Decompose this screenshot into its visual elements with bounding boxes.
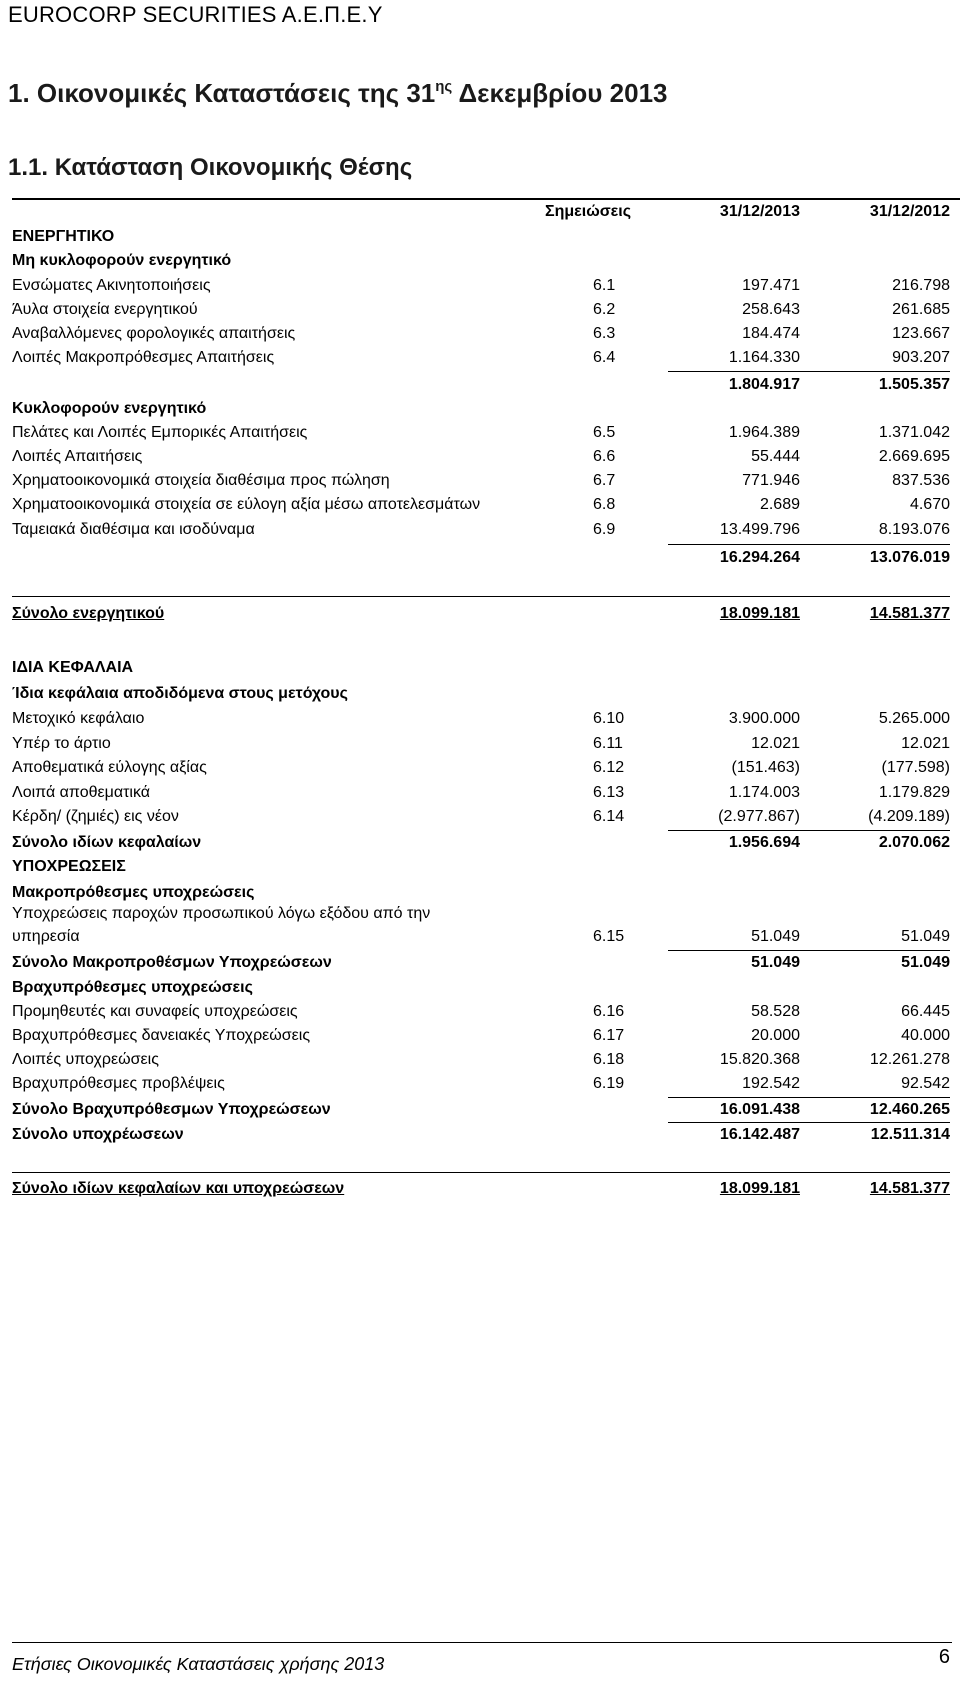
total-rule: [12, 596, 950, 597]
table-row: Μακροπρόθεσμες υποχρεώσεις: [12, 884, 255, 901]
table-row: ΙΔΙΑ ΚΕΦΑΛΑΙΑ: [12, 659, 134, 676]
table-header-row: [12, 200, 960, 224]
table-row: Λοιπές Απαιτήσεις 6.6 55.444 2.669.695: [12, 448, 950, 465]
footer-rule: [12, 1642, 952, 1643]
table-row: Μη κυκλοφορούν ενεργητικό: [12, 252, 232, 269]
table-row: 1.804.917 1.505.357: [728, 376, 950, 393]
table-row: Υποχρεώσεις παροχών προσωπικού λόγω εξόδου από την: [12, 905, 431, 922]
table-row: Άυλα στοιχεία ενεργητικού 6.2 258.643 261.685: [12, 301, 950, 318]
table-row: 16.294.264 13.076.019: [719, 549, 950, 566]
table-row: Λοιπές Μακροπρόθεσμες Απαιτήσεις 6.4 1.164.330 903.207: [12, 349, 950, 366]
table-row: Σύνολο Βραχυπρόθεσμων Υποχρεώσεων 16.091.438 12.460.265: [12, 1101, 950, 1118]
table-row: Μετοχικό κεφάλαιο 6.10 3.900.000 5.265.000: [12, 710, 950, 727]
header-2013: 31/12/2013: [719, 203, 800, 220]
table-row: Σύνολο ιδίων κεφαλαίων και υποχρεώσεων 18.099.181 14.581.377: [12, 1180, 950, 1197]
table-row: Λοιπές υποχρεώσεις 6.18 15.820.368 12.261.278: [12, 1051, 950, 1068]
table-row: Ενσώματες Ακινητοποιήσεις 6.1 197.471 216.798: [12, 277, 950, 294]
table-row: Λοιπά αποθεματικά 6.13 1.174.003 1.179.829: [12, 784, 950, 801]
table-row: Σύνολο ενεργητικού 18.099.181 14.581.377: [12, 605, 950, 622]
header-2012: 31/12/2012: [869, 203, 950, 220]
table-row: Σύνολο Μακροπροθέσμων Υποχρεώσεων 51.049 51.049: [12, 954, 950, 971]
table-row: Βραχυπρόθεσμες δανειακές Υποχρεώσεις 6.17 20.000 40.000: [12, 1027, 950, 1044]
subtotal-rule: [668, 371, 950, 372]
table-row: υπηρεσία 6.15 51.049 51.049: [12, 928, 950, 945]
table-row: Πελάτες και Λοιπές Εμπορικές Απαιτήσεις 6.5 1.964.389 1.371.042: [12, 424, 950, 441]
header-notes: Σημειώσεις: [545, 203, 632, 220]
table-row: Σύνολο υποχρέωσεων 16.142.487 12.511.314: [12, 1126, 950, 1143]
total-rule: [12, 1172, 950, 1173]
table-row: Κυκλοφορούν ενεργητικό: [12, 400, 207, 417]
table-row: Κέρδη/ (ζημιές) εις νέον 6.14 (2.977.867) (4.209.189): [12, 808, 950, 825]
table-row: Αναβαλλόμενες φορολογικές απαιτήσεις 6.3 184.474 123.667: [12, 325, 950, 342]
footer-text: Ετήσιες Οικονομικές Καταστάσεις χρήσης 2013: [12, 1654, 385, 1674]
table-row: Βραχυπρόθεσμες προβλέψεις 6.19 192.542 92.542: [12, 1075, 950, 1092]
table-row: Χρηματοοικονομικά στοιχεία διαθέσιμα προς πώληση 6.7 771.946 837.536: [12, 472, 950, 489]
table-row: Σύνολο ιδίων κεφαλαίων 1.956.694 2.070.062: [12, 834, 950, 851]
table-row: Βραχυπρόθεσμες υποχρεώσεις: [12, 979, 253, 996]
subtotal-rule: [668, 544, 950, 545]
table-row: Ταμειακά διαθέσιμα και ισοδύναμα 6.9 13.499.796 8.193.076: [12, 521, 950, 538]
table-row: Υπέρ το άρτιο 6.11 12.021 12.021: [12, 735, 950, 752]
page-number: 6: [938, 1646, 950, 1668]
table-row: Ίδια κεφάλαια αποδιδόμενα στους μετόχους: [12, 685, 348, 702]
table-row: Χρηματοοικονομικά στοιχεία σε εύλογη αξία μέσω αποτελεσμάτων 6.8 2.689 4.670: [12, 496, 950, 513]
company-name: EUROCORP SECURITIES A.E.Π.Ε.Υ: [8, 2, 383, 27]
table-row: Προμηθευτές και συναφείς υποχρεώσεις 6.16 58.528 66.445: [12, 1003, 950, 1020]
subsection-title: 1.1. Κατάσταση Οικονομικής Θέσης: [8, 154, 413, 181]
table-row: ΥΠΟΧΡΕΩΣΕΙΣ: [12, 858, 126, 875]
section-title: 1. Οικονομικές Καταστάσεις της $31^{\eta\varsigma}$ Δεκεμβρίου 2013: [8, 78, 668, 108]
table-row: Αποθεματικά εύλογης αξίας 6.12 (151.463) (177.598): [12, 759, 950, 776]
table-row: ΕΝΕΡΓΗΤΙΚΟ: [12, 228, 115, 245]
